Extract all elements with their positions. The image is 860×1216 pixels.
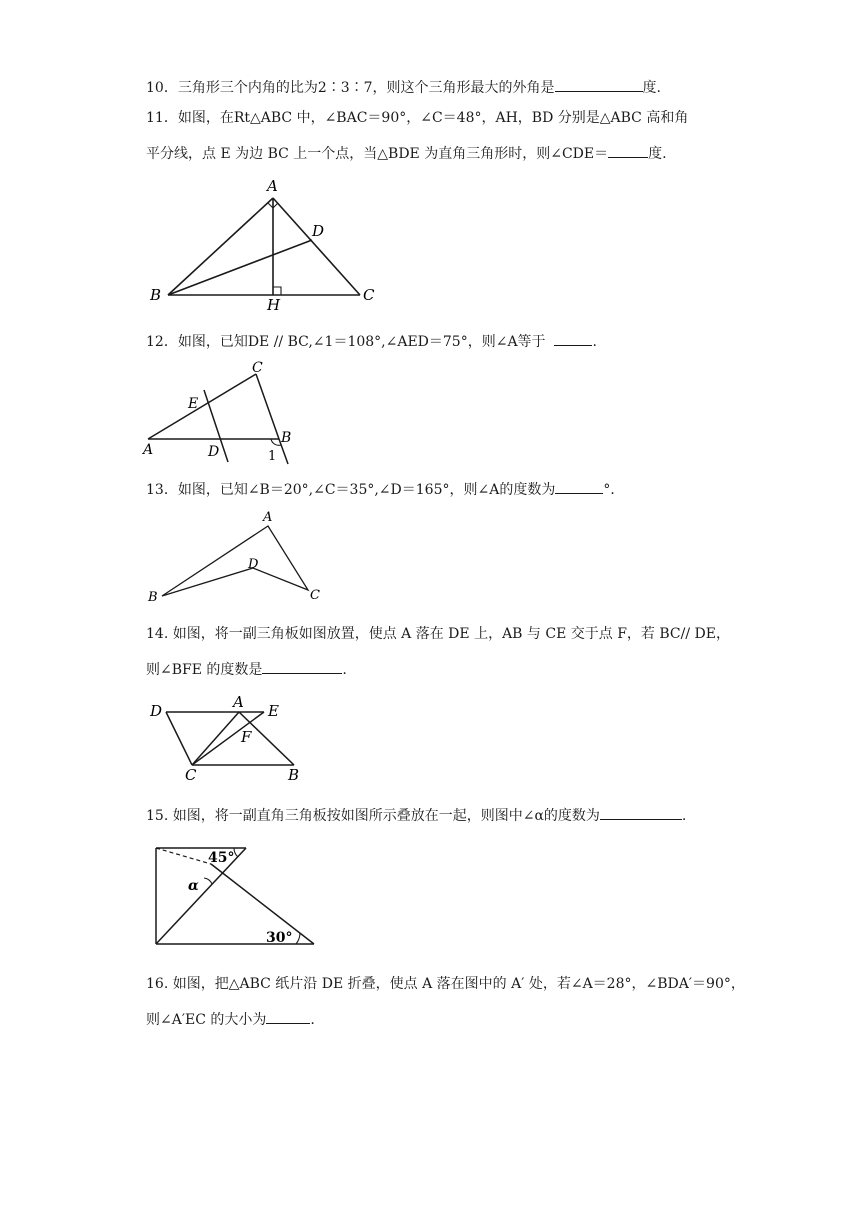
label-e: E (188, 396, 199, 412)
right-angle-mark-h (273, 287, 281, 295)
segment-ca (192, 712, 239, 765)
problem-16-line-1: 16. 如图，把△ABC 纸片沿 DE 折叠，使点 A 落在图中的 A′ 处，若∠A＝28°，∠BDA′＝90°， (146, 976, 745, 992)
label-b: B (281, 430, 292, 446)
segment-ac (273, 198, 360, 295)
segment-ce (192, 712, 264, 765)
problem-13-text: 13．如图，已知∠B＝20°,∠C＝35°,∠D＝165°，则∠A的度数为 (146, 482, 556, 498)
answer-blank-13[interactable] (555, 478, 603, 494)
problem-10-text: 10．三角形三个内角的比为2∶3∶7，则这个三角形最大的外角是 (146, 80, 555, 96)
segment-ab (168, 198, 273, 295)
label-a: A (267, 177, 278, 195)
label-d: D (248, 557, 259, 572)
label-a: A (143, 442, 154, 458)
segment-ac (148, 374, 256, 439)
segment-bd (168, 240, 312, 295)
label-c: C (185, 766, 197, 784)
problem-12-text: 12．如图，已知DE // BC,∠1＝108°,∠AED＝75°，则∠A等于 (146, 334, 546, 350)
answer-blank-11[interactable] (608, 142, 648, 158)
problem-10 (146, 76, 661, 98)
problem-16-suffix: . (310, 1012, 315, 1028)
angle-mark-30 (296, 933, 300, 944)
answer-blank-16[interactable] (266, 1008, 310, 1024)
problem-14-suffix: . (342, 662, 347, 678)
label-45-degree: 45° (208, 850, 235, 866)
problem-11-line-1: 11．如图，在Rt△ABC 中，∠BAC＝90°，∠C＝48°，AH，BD 分别是△ABC 高和角 (146, 110, 689, 126)
hypotenuse-30 (211, 864, 314, 944)
label-b: B (148, 590, 158, 605)
answer-blank-12[interactable] (554, 330, 592, 346)
problem-13 (146, 478, 624, 500)
problem-16-text: 则∠A′EC 的大小为 (146, 1012, 267, 1028)
label-h: H (267, 296, 281, 314)
problem-11-line-2 (146, 142, 667, 164)
problem-14-text: 则∠BFE 的度数是 (146, 662, 263, 678)
problem-11-text: 平分线，点 E 为边 BC 上一个点，当△BDE 为直角三角形时，则∠CDE＝ (146, 146, 609, 162)
figure-13 (140, 506, 340, 606)
problem-15-suffix: . (681, 808, 687, 824)
label-d: D (312, 222, 325, 240)
segment-cb (256, 374, 279, 439)
problem-12 (146, 330, 597, 352)
label-c: C (363, 286, 375, 304)
problem-14-line-2 (146, 658, 347, 680)
label-b: B (150, 286, 162, 304)
angle-mark-alpha (204, 878, 212, 884)
label-d: D (150, 702, 163, 720)
label-a: A (263, 510, 273, 525)
problem-12-suffix: . (592, 334, 597, 350)
figure-14 (140, 692, 340, 786)
figure-11 (140, 174, 390, 314)
label-alpha: α (188, 878, 199, 894)
label-a: A (233, 693, 244, 711)
angle-mark-45 (234, 848, 238, 857)
label-c: C (252, 360, 263, 376)
label-c: C (310, 588, 320, 603)
figure-15 (146, 840, 326, 952)
dashed-line (156, 848, 211, 864)
label-f: F (241, 728, 252, 746)
problem-10-suffix: 度. (642, 80, 661, 96)
answer-blank-10[interactable] (555, 76, 643, 92)
problem-11-suffix: 度. (648, 146, 667, 162)
label-30-degree: 30° (266, 930, 293, 946)
problem-15-text: 15. 如图，将一副直角三角板按如图所示叠放在一起，则图中∠α的度数为 (146, 808, 600, 824)
problem-14-line-1: 14. 如图，将一副三角板如图放置，使点 A 落在 DE 上，AB 与 CE 交于点 F，若 BC// DE， (146, 626, 730, 642)
segment-dc (166, 712, 192, 765)
problem-13-suffix: °． (603, 482, 625, 498)
label-d: D (208, 444, 220, 460)
problem-16-line-2 (146, 1008, 315, 1030)
label-e: E (268, 702, 279, 720)
label-b: B (288, 766, 300, 784)
figure-12 (140, 356, 310, 466)
answer-blank-15[interactable] (600, 804, 682, 820)
answer-blank-14[interactable] (262, 658, 342, 674)
problem-15 (146, 804, 686, 826)
quadrilateral-abdc (162, 526, 308, 596)
label-angle-1: 1 (268, 449, 277, 464)
